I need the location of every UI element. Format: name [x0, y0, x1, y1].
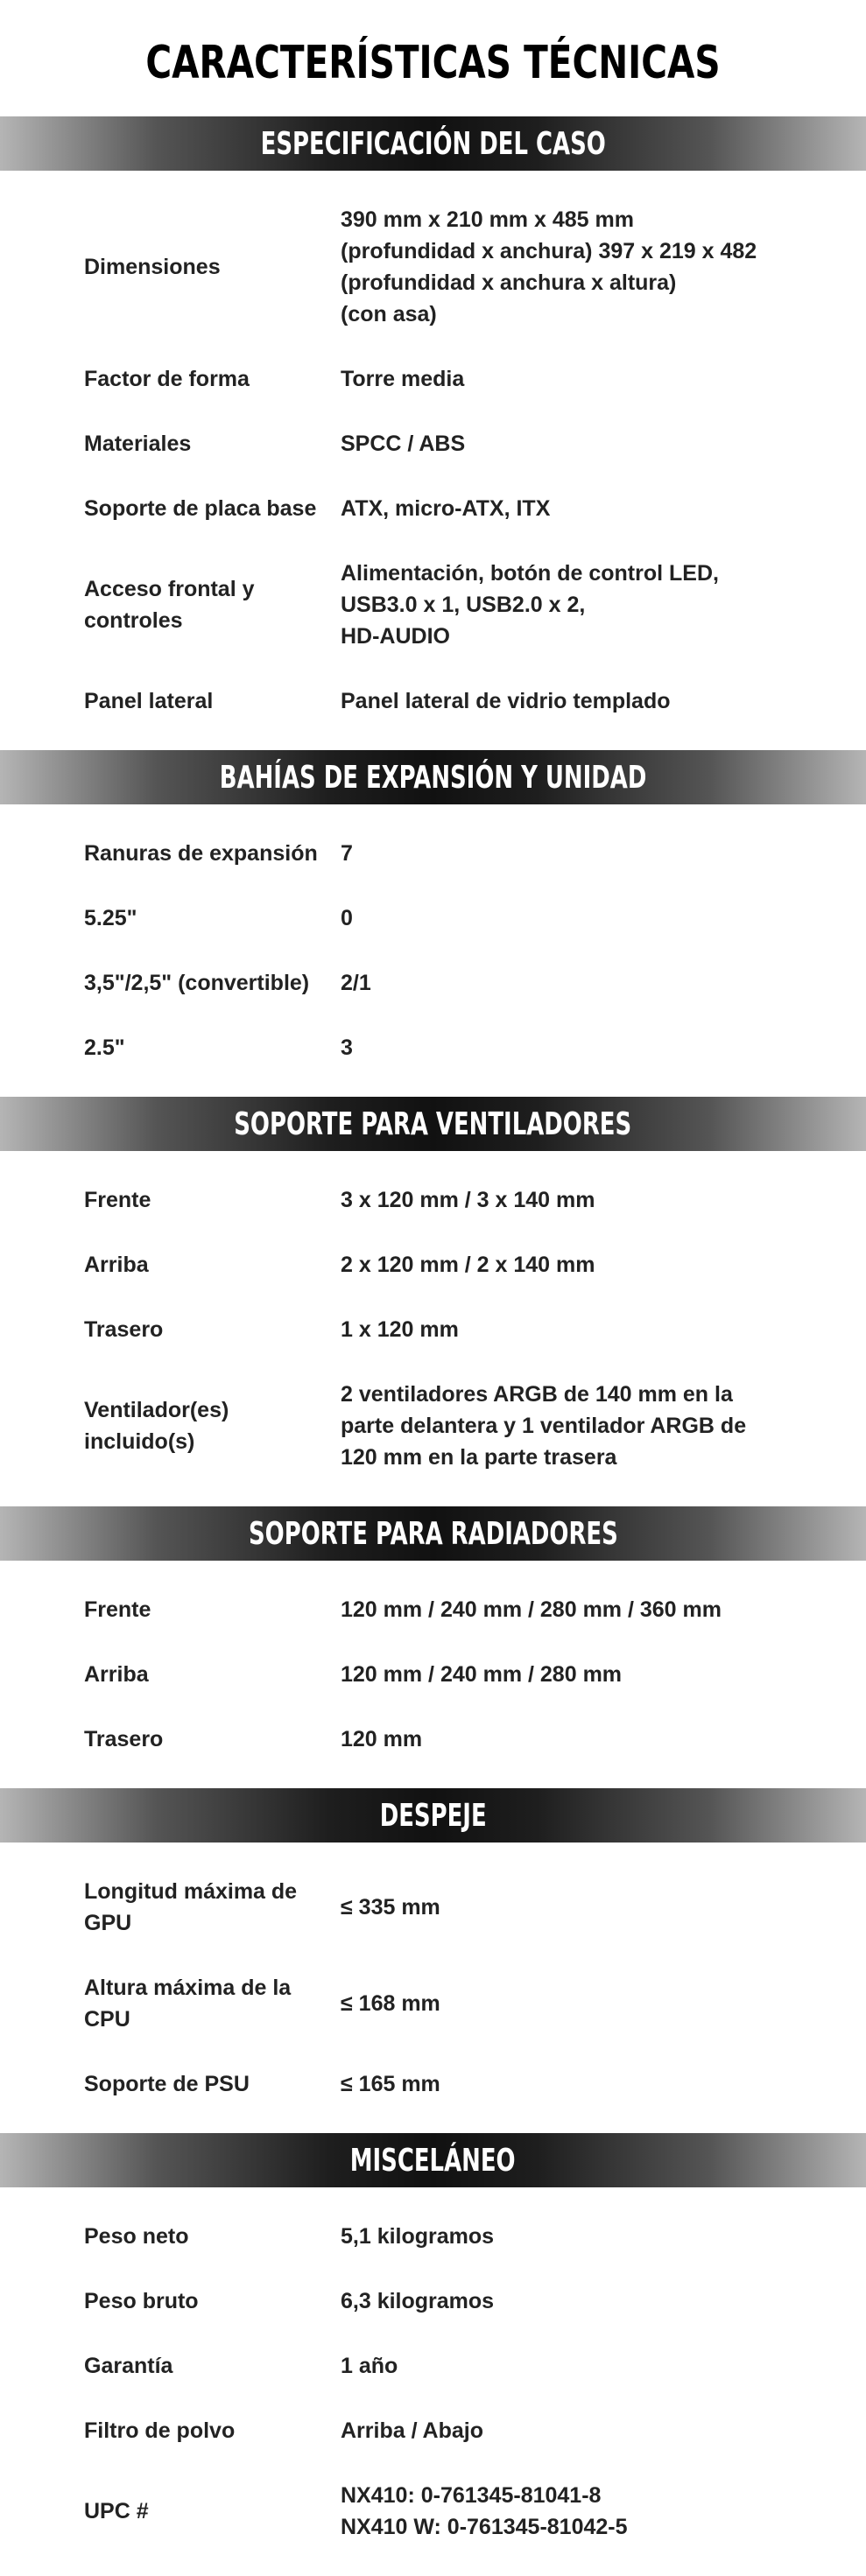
- spec-value-line: 2 x 120 mm / 2 x 140 mm: [341, 1253, 595, 1277]
- section-header-soporte-para-ventiladores: [0, 1097, 866, 1151]
- spec-value: [341, 1032, 796, 1063]
- spec-value-line: 0: [341, 906, 353, 930]
- spec-row: [0, 2398, 866, 2463]
- spec-row: [0, 2269, 866, 2334]
- spec-row: [0, 1642, 866, 1707]
- spec-value-line: 390 mm x 210 mm x 485 mm: [341, 207, 634, 232]
- spec-row: [0, 1015, 866, 1080]
- spec-value: [341, 1379, 796, 1473]
- spec-label: Soporte de placa base: [84, 496, 317, 521]
- spec-value-line: 120 mm / 240 mm / 280 mm / 360 mm: [341, 1597, 722, 1622]
- spec-value-line: 3 x 120 mm / 3 x 140 mm: [341, 1188, 595, 1212]
- spec-label: Dimensiones: [84, 255, 221, 279]
- spec-label: Filtro de polvo: [84, 2418, 236, 2443]
- spec-value: [341, 1314, 796, 1345]
- spec-value-line: Arriba / Abajo: [341, 2418, 483, 2443]
- spec-label: Factor de forma: [84, 367, 250, 391]
- spec-value-line: (profundidad x anchura x altura): [341, 270, 677, 295]
- spec-row: [0, 1859, 866, 1955]
- spec-label: 3,5"/2,5" (convertible): [84, 971, 310, 995]
- spec-row: [0, 1297, 866, 1362]
- spec-label: Trasero: [84, 1317, 164, 1342]
- spec-label: Ranuras de expansión: [84, 841, 318, 866]
- section-header-especificacion-del-caso: [0, 116, 866, 171]
- section-header-miscelaneo: [0, 2133, 866, 2187]
- section-heading: MISCELÁNEO: [350, 2142, 516, 2179]
- spec-value-line: 120 mm en la parte trasera: [341, 1445, 617, 1470]
- spec-value-line: Panel lateral de vidrio templado: [341, 689, 671, 713]
- spec-value-line: 2/1: [341, 971, 371, 995]
- spec-row: [0, 1362, 866, 1490]
- spec-label: Altura máxima de la CPU: [84, 1976, 292, 2032]
- spec-label: Ventilador(es) incluido(s): [84, 1398, 229, 1454]
- spec-value: [341, 1988, 796, 2019]
- spec-value: [341, 363, 796, 395]
- spec-value-line: 1 año: [341, 2354, 398, 2378]
- spec-value-line: USB3.0 x 1, USB2.0 x 2,: [341, 593, 586, 617]
- spec-value: [341, 2350, 796, 2382]
- spec-label: Frente: [84, 1188, 151, 1212]
- spec-row: [0, 187, 866, 347]
- spec-value-line: ATX, micro-ATX, ITX: [341, 496, 551, 521]
- spec-row: [0, 1232, 866, 1297]
- spec-value: [341, 558, 796, 652]
- spec-value-line: ≤ 168 mm: [341, 1991, 440, 2016]
- spec-value-line: ≤ 335 mm: [341, 1895, 440, 1920]
- spec-value: [341, 428, 796, 460]
- section-rows: [0, 1151, 866, 1506]
- spec-row: [0, 347, 866, 411]
- spec-value-line: NX410 W: 0-761345-81042-5: [341, 2515, 628, 2539]
- spec-label: Arriba: [84, 1253, 149, 1277]
- spec-value: [341, 1723, 796, 1755]
- section-heading: BAHÍAS DE EXPANSIÓN Y UNIDAD: [219, 759, 647, 796]
- spec-row: [0, 541, 866, 669]
- spec-label: Panel lateral: [84, 689, 214, 713]
- spec-value-line: Torre media: [341, 367, 465, 391]
- spec-row: [0, 1707, 866, 1772]
- spec-label: Arriba: [84, 1662, 149, 1687]
- spec-value-line: 120 mm / 240 mm / 280 mm: [341, 1662, 623, 1687]
- section-rows: [0, 2187, 866, 2576]
- spec-label: 5.25": [84, 906, 137, 930]
- spec-value: [341, 838, 796, 869]
- spec-value: [341, 685, 796, 717]
- spec-value: [341, 1249, 796, 1281]
- spec-value: [341, 1659, 796, 1690]
- spec-value: [341, 967, 796, 999]
- spec-value-line: 2 ventiladores ARGB de 140 mm en la: [341, 1382, 733, 1407]
- section-rows: [0, 1561, 866, 1788]
- spec-value-line: Alimentación, botón de control LED,: [341, 561, 719, 586]
- spec-value: [341, 204, 796, 330]
- section-heading: ESPECIFICACIÓN DEL CASO: [260, 125, 606, 162]
- spec-label: Materiales: [84, 432, 192, 456]
- spec-value: [341, 2415, 796, 2446]
- spec-value: [341, 2480, 796, 2543]
- spec-label: Acceso frontal y controles: [84, 577, 255, 633]
- spec-row: [0, 1955, 866, 2052]
- spec-label: Trasero: [84, 1727, 164, 1751]
- spec-value-line: HD-AUDIO: [341, 624, 450, 649]
- spec-value-line: 7: [341, 841, 353, 866]
- spec-value-line: 5,1 kilogramos: [341, 2224, 495, 2249]
- spec-value-line: ≤ 165 mm: [341, 2072, 440, 2096]
- spec-row: [0, 476, 866, 541]
- spec-label: Frente: [84, 1597, 151, 1622]
- spec-label: Soporte de PSU: [84, 2072, 250, 2096]
- section-header-soporte-para-radiadores: [0, 1506, 866, 1561]
- spec-row: [0, 1577, 866, 1642]
- spec-value: [341, 902, 796, 934]
- section-heading: SOPORTE PARA VENTILADORES: [234, 1106, 632, 1142]
- spec-value: [341, 1892, 796, 1923]
- spec-value-line: (con asa): [341, 302, 437, 326]
- spec-row: [0, 2052, 866, 2116]
- spec-row: [0, 1168, 866, 1232]
- spec-value: [341, 1594, 796, 1625]
- spec-sections: [0, 116, 866, 2576]
- spec-value-line: SPCC / ABS: [341, 432, 466, 456]
- section-rows: [0, 171, 866, 750]
- spec-value-line: 1 x 120 mm: [341, 1317, 459, 1342]
- section-rows: [0, 1843, 866, 2133]
- spec-value: [341, 2068, 796, 2100]
- spec-label: Garantía: [84, 2354, 173, 2378]
- section-heading: SOPORTE PARA RADIADORES: [248, 1515, 618, 1552]
- spec-value-line: 3: [341, 1035, 353, 1060]
- spec-label: Longitud máxima de GPU: [84, 1879, 298, 1935]
- section-rows: [0, 804, 866, 1097]
- section-heading: DESPEJE: [379, 1797, 487, 1834]
- section-header-bahias-de-expansion-y-unidad: [0, 750, 866, 804]
- spec-value: [341, 2221, 796, 2252]
- spec-row: [0, 2463, 866, 2559]
- spec-row: [0, 821, 866, 886]
- spec-value: [341, 493, 796, 524]
- spec-label: UPC #: [84, 2499, 149, 2523]
- spec-value-line: parte delantera y 1 ventilador ARGB de: [341, 1414, 747, 1438]
- spec-row: [0, 669, 866, 733]
- spec-value-line: 120 mm: [341, 1727, 423, 1751]
- spec-value-line: 6,3 kilogramos: [341, 2289, 495, 2313]
- spec-value: [341, 1184, 796, 1216]
- section-header-despeje: [0, 1788, 866, 1843]
- spec-row: [0, 411, 866, 476]
- spec-value-line: (profundidad x anchura) 397 x 219 x 482: [341, 239, 757, 263]
- spec-row: [0, 886, 866, 951]
- spec-label: Peso bruto: [84, 2289, 199, 2313]
- spec-row: [0, 2334, 866, 2398]
- spec-value-line: NX410: 0-761345-81041-8: [341, 2483, 602, 2508]
- spec-label: Peso neto: [84, 2224, 189, 2249]
- spec-label: 2.5": [84, 1035, 125, 1060]
- spec-row: [0, 951, 866, 1015]
- spec-row: [0, 2204, 866, 2269]
- page-title: CARACTERÍSTICAS TÉCNICAS: [145, 36, 721, 89]
- spec-value: [341, 2285, 796, 2317]
